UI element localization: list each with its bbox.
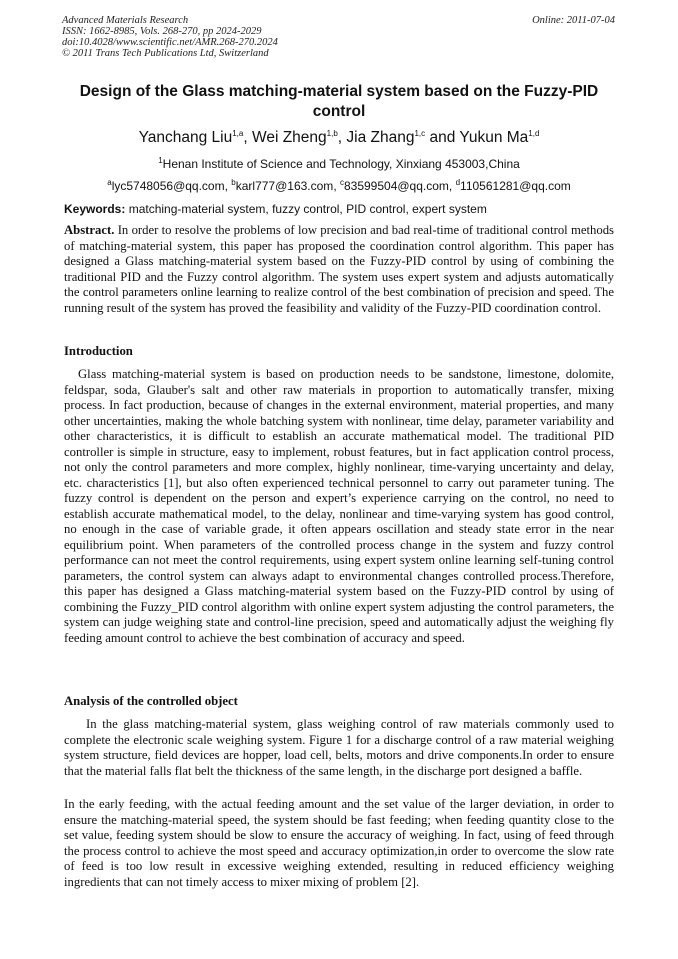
copyright-line: © 2011 Trans Tech Publications Ltd, Switzerland: [62, 48, 269, 59]
journal-name: Advanced Materials Research: [62, 15, 189, 26]
email-link[interactable]: 110561281@qq.com: [460, 179, 571, 193]
email-link[interactable]: 83599504@qq.com: [343, 179, 449, 193]
affiliation-text: Henan Institute of Science and Technology, Xinxiang 453003,China: [162, 157, 520, 171]
keywords-label: Keywords:: [64, 202, 126, 216]
author-list: Yanchang Liu$^{1,a}$, Wei Zheng$^{1,b}$, Jia Zhang$^{1,c}$ and Yukun Ma$^{1,d}$: [138, 128, 540, 146]
author-affil-mark: 1,c: [414, 128, 426, 138]
email-list: $^a$lyc5748056@qq.com, $^b$karl777@163.com, $^c$83599504@qq.com, $^d$110561281@qq.com: [107, 178, 571, 193]
keywords: [64, 201, 616, 217]
email-mark: a: [107, 178, 112, 187]
email-link[interactable]: lyc5748056@qq.com: [111, 179, 225, 193]
paper-title: Design of the Glass matching-material system based on the Fuzzy-PID control: [79, 83, 599, 120]
author-affil-mark: 1,a: [232, 128, 244, 138]
email-mark: b: [231, 178, 236, 187]
keywords-text: matching-material system, fuzzy control, PID control, expert system: [128, 202, 487, 216]
author-affil-mark: 1,b: [326, 128, 338, 138]
introduction-paragraph: Glass matching-material system is based on production needs to be sandstone, limestone, dolomite, feldspar, soda, Glauber's salt and other raw materials in proportion to automatically transfer, mixing process. In fact production, because of changes in the external environment, material properties, and many other uncertainties, making the whole batching system with nonlinear, time delay, parameter variability and other characteristics, it is difficult to establish an accurate mathematical model. The traditional PID controller is simple in structure, easy to implement, robust features, but in fact application control process, not only the control parameters and more complex, highly nonlinear, time-varying uncertainty and delay, etc. characteristics [1], but also often experienced technical personnel to carry out parameter tuning. The fuzzy control is dependent on the person and expert’s experience carrying on the control, no need to establish accurate mathematical model, to the delay, nonlinear and time-varying system has good control, no enough in the case of variable grade, it often appears oscillation and steady state error in the near equilibrium point. When parameters of the controlled process change in the system and fuzzy control performance can not meet the control requirements, using expert system online learning self-tuning control parameters, the control system can always adapt to environmental changes controlled process.Therefore, this paper has designed a Glass matching-material system based on the Fuzzy-PID control by using of combining the Fuzzy_PID control algorithm with online expert system adjusting the control parameters, the system can judge weighing state and control-line precision, speed and automatically adjust the weighing fly feeding amount control to achieve the best combination of accuracy and speed.: [64, 367, 614, 645]
author-name: Yukun Ma: [459, 129, 529, 146]
abstract: [64, 223, 614, 316]
author-name: Yanchang Liu: [138, 129, 233, 146]
author-affil-mark: 1,d: [528, 128, 540, 138]
author-name: Wei Zheng: [251, 129, 327, 146]
doi-link[interactable]: doi:10.4028/www.scientific.net/AMR.268-270.2024: [62, 37, 278, 48]
analysis-paragraph-1: In the glass matching-material system, glass weighing control of raw materials commonly used to complete the electronic scale weighing system. Figure 1 for a discharge control of a raw material weighing system structure, field devices are hopper, load cell, belts, motors and drive components.In order to ensure that the material falls flat belt the thickness of the same length, in the discharge port designed a baffle.: [64, 717, 614, 778]
online-date: Online: 2011-07-04: [532, 15, 615, 26]
journal-header: [62, 15, 615, 59]
section-heading-analysis: Analysis of the controlled object: [64, 694, 238, 708]
email-link[interactable]: karl777@163.com: [235, 179, 334, 193]
email-mark: d: [455, 178, 461, 187]
email-mark: c: [339, 178, 344, 187]
issn-line: ISSN: 1662-8985, Vols. 268-270, pp 2024-2029: [62, 26, 262, 37]
affiliation-mark: 1: [158, 156, 163, 165]
section-heading-introduction: Introduction: [64, 344, 133, 358]
abstract-text: In order to resolve the problems of low precision and bad real-time of traditional control methods of matching-material system, this paper has proposed the coordination control algorithm. This paper has designed a Glass matching-material system based on the Fuzzy-PID control by using of combining the traditional PID and the Fuzzy control algorithm. The system uses expert system and adjusts automatically the control parameters online learning to realize control of the best combination of precision and speed. The running result of the system has proved the feasibility and validity of the Fuzzy-PID coordination control.: [64, 223, 614, 315]
author-name: Jia Zhang: [346, 129, 415, 146]
abstract-label: Abstract.: [64, 223, 115, 237]
analysis-paragraph-2: In the early feeding, with the actual feeding amount and the set value of the larger deviation, in order to ensure the matching-material speed, the system should be fast feeding; when feeding quantity close to the set value, feeding system should be slow to ensure the accuracy of weighing. In fact, using of feed through the process control to achieve the most speed and accuracy optimization,in order to overcome the slow rate of feed is too low result in excessive weighing extended, resulting in reduced efficiency weighing ingredients that can not timely access to mixer mixing of problem [2].: [64, 797, 614, 889]
affiliation: [60, 156, 618, 172]
